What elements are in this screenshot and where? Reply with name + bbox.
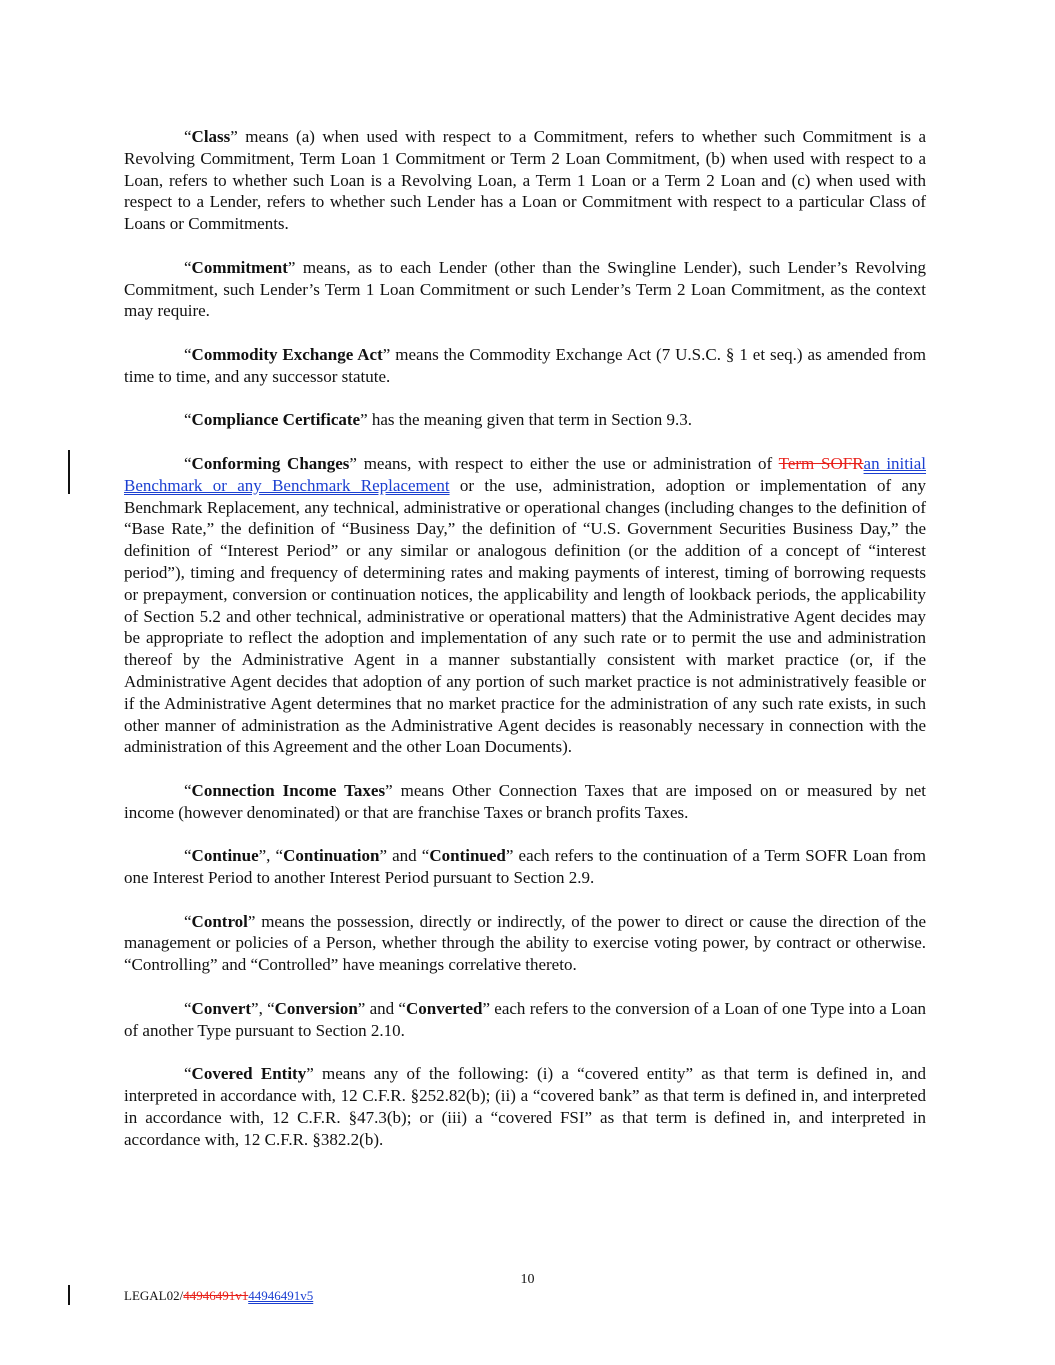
defined-term: Commodity Exchange Act xyxy=(191,344,383,364)
definition-control: “Control” means the possession, directly or indirectly, of the power to direct or cause the direction of the management or policies of a Person, whether through the ability to exercise voting power, by contract or otherwise. “Controlling” and “Controlled” have meanings correlative thereto. xyxy=(124,911,926,975)
defined-term: Continued xyxy=(429,846,506,866)
change-bar xyxy=(68,1285,70,1305)
deleted-text: Term SOFR xyxy=(778,453,864,473)
defined-term: Covered Entity xyxy=(191,1064,307,1084)
definition-connection-income-taxes: “Connection Income Taxes” means Other Connection Taxes that are imposed on or measured by net income (however denominated) or that are franchise Taxes or branch profits Taxes. xyxy=(124,780,926,822)
definition-conforming-changes: “Conforming Changes” means, with respect to either the use or administration of Term SOFRan initial Benchmark or any Benchmark Replacement or the use, administration, adoption or implementation of any Benchmark Replacement, any technical, administrative or operational changes (including changes to the definition of “Base Rate,” the definition of “Business Day,” the definition of “U.S. Government Securities Business Day,” the definition of “Interest Period” or any similar or analogous definition (or the addition of a concept of “interest period”), timing and frequency of determining rates and making payments of interest, timing of borrowing requests or prepayment, conversion or continuation notices, the applicability and length of lookback periods, the applicability of Section 5.2 and other technical, administrative or operational matters) that the Administrative Agent decides may be appropriate to reflect the adoption and implementation of any such rate or to permit the use and administration thereof by the Administrative Agent in a manner substantially consistent with market practice (or, if the Administrative Agent decides that adoption of any portion of such market practice is not administratively feasible or if the Administrative Agent determines that no market practice for the administration of any such rate exists, in such other manner of administration as the Administrative Agent decides is reasonably necessary in connection with the administration of this Agreement and the other Loan Documents). xyxy=(124,453,926,757)
definition-text: means, as to each Lender (other than the Swingline Lender), such Lender’s Revolving Commitment, such Lender’s Term 1 Loan Commitment or such Lender’s Term 2 Loan Commitment, as the context may require. xyxy=(124,257,926,321)
definition-text: means, with respect to either the use or administration of xyxy=(356,453,779,473)
definition-text: or the use, administration, adoption or implementation of any Benchmark Replacement, any technical, administrative or operational changes (including changes to the definition of “Base Rate,” the definition of “Business Day,” the definition of “U.S. Government Securities Business Day,” the definition of “Interest Period” or any similar or analogous definition (or the addition of a concept of “interest period”), timing and frequency of determining rates and making payments of interest, timing of borrowing requests or prepayment, conversion or continuation notices, the applicability and length of lookback periods, the applicability of Section 5.2 and other technical, administrative or operational matters) that the Administrative Agent decides may be appropriate to reflect the adoption and implementation of any such rate or to permit the use and administration thereof by the Administrative Agent in a manner substantially consistent with market practice (or, if the Administrative Agent decides that adoption of any portion of such market practice is not administratively feasible or if the Administrative Agent determines that no market practice for the administration of any such rate exists, in such other manner of administration as the Administrative Agent decides is reasonably necessary in connection with the administration of this Agreement and the other Loan Documents). xyxy=(124,475,926,757)
definition-text: means the Commodity Exchange Act (7 U.S.C. § 1 et seq.) as amended from time to time, and any successor statute. xyxy=(124,344,926,386)
definition-commitment: “Commitment” means, as to each Lender (other than the Swingline Lender), such Lender’s Revolving Commitment, such Lender’s Term 1 Loan Commitment or such Lender’s Term 2 Loan Commitment, as the context may require. xyxy=(124,257,926,321)
definition-text: means the possession, directly or indirectly, of the power to direct or cause the direction of the management or policies of a Person, whether through the ability to exercise voting power, by contract or otherwise. “Controlling” and “Controlled” have meanings correlative thereto. xyxy=(124,911,926,975)
inserted-doc-id: 44946491v5 xyxy=(248,1288,314,1303)
page-number: 10 xyxy=(520,1272,535,1287)
definition-commodity-exchange-act: “Commodity Exchange Act” means the Commodity Exchange Act (7 U.S.C. § 1 et seq.) as amended from time to time, and any successor statute. xyxy=(124,344,926,386)
definition-text: means any of the following: (i) a “covered entity” as that term is defined in, and interpreted in accordance with, 12 C.F.R. §252.82(b); (ii) a “covered bank” as that term is defined in, and interpreted in accordance with, 12 C.F.R. §47.3(b); or (iii) a “covered FSI” as that term is defined in, and interpreted in accordance with, 12 C.F.R. §382.2(b). xyxy=(124,1064,926,1149)
footer-doc-id xyxy=(124,1288,313,1304)
definition-covered-entity: “Covered Entity” means any of the following: (i) a “covered entity” as that term is defined in, and interpreted in accordance with, 12 C.F.R. §252.82(b); (ii) a “covered bank” as that term is defined in, and interpreted in accordance with, 12 C.F.R. §47.3(b); or (iii) a “covered FSI” as that term is defined in, and interpreted in accordance with, 12 C.F.R. §382.2(b). xyxy=(124,1064,926,1149)
definition-text: each refers to the continuation of a Term SOFR Loan from one Interest Period to another Interest Period pursuant to Section 2.9. xyxy=(124,846,927,888)
defined-term: Continue xyxy=(191,846,259,866)
defined-term: Control xyxy=(191,911,248,931)
defined-term: Convert xyxy=(191,998,252,1018)
defined-term: Continuation xyxy=(283,846,380,866)
definition-class: “Class” means (a) when used with respect to a Commitment, refers to whether such Commitment is a Revolving Commitment, Term Loan 1 Commitment or Term 2 Loan Commitment, (b) when used with respect to a Loan, refers to whether such Loan is a Revolving Loan, a Term 1 Loan or a Term 2 Loan and (c) when used with respect to a Lender, refers to whether such Lender has a Loan or Commitment with respect to a particular Class of Loans or Commitments. xyxy=(124,127,926,234)
document-body xyxy=(124,126,926,1172)
definition-text: each refers to the conversion of a Loan of one Type into a Loan of another Type pursuant to Section 2.10. xyxy=(124,998,927,1040)
defined-term: Conversion xyxy=(274,998,358,1018)
inserted-text: an initial Benchmark or any Benchmark Replacement xyxy=(124,453,926,495)
definition-convert: “Convert”, “Conversion” and “Converted” each refers to the conversion of a Loan of one Type into a Loan of another Type pursuant to Section 2.10. xyxy=(124,998,927,1040)
definition-continue: “Continue”, “Continuation” and “Continued” each refers to the continuation of a Term SOFR Loan from one Interest Period to another Interest Period pursuant to Section 2.9. xyxy=(124,846,927,888)
definition-compliance-certificate: “Compliance Certificate” has the meaning given that term in Section 9.3. xyxy=(184,410,692,430)
definition-text: means (a) when used with respect to a Commitment, refers to whether such Commitment is a Revolving Commitment, Term Loan 1 Commitment or Term 2 Loan Commitment, (b) when used with respect to a Loan, refers to whether such Loan is a Revolving Loan, a Term 1 Loan or a Term 2 Loan and (c) when used with respect to a Lender, refers to whether such Lender has a Loan or Commitment with respect to a particular Class of Loans or Commitments. xyxy=(124,127,926,234)
defined-term: Class xyxy=(191,127,231,146)
defined-term: Compliance Certificate xyxy=(191,410,361,430)
defined-term: Connection Income Taxes xyxy=(191,780,386,800)
defined-term: Commitment xyxy=(191,257,288,277)
footer-prefix: LEGAL02/ xyxy=(124,1288,184,1303)
definition-text: means Other Connection Taxes that are imposed on or measured by net income (however denominated) or that are franchise Taxes or branch profits Taxes. xyxy=(124,780,926,822)
defined-term: Conforming Changes xyxy=(191,453,350,473)
definition-text: has the meaning given that term in Section 9.3. xyxy=(367,410,692,430)
change-bar xyxy=(68,450,70,494)
defined-term: Converted xyxy=(405,998,483,1018)
deleted-doc-id: 44946491v1 xyxy=(183,1288,249,1303)
